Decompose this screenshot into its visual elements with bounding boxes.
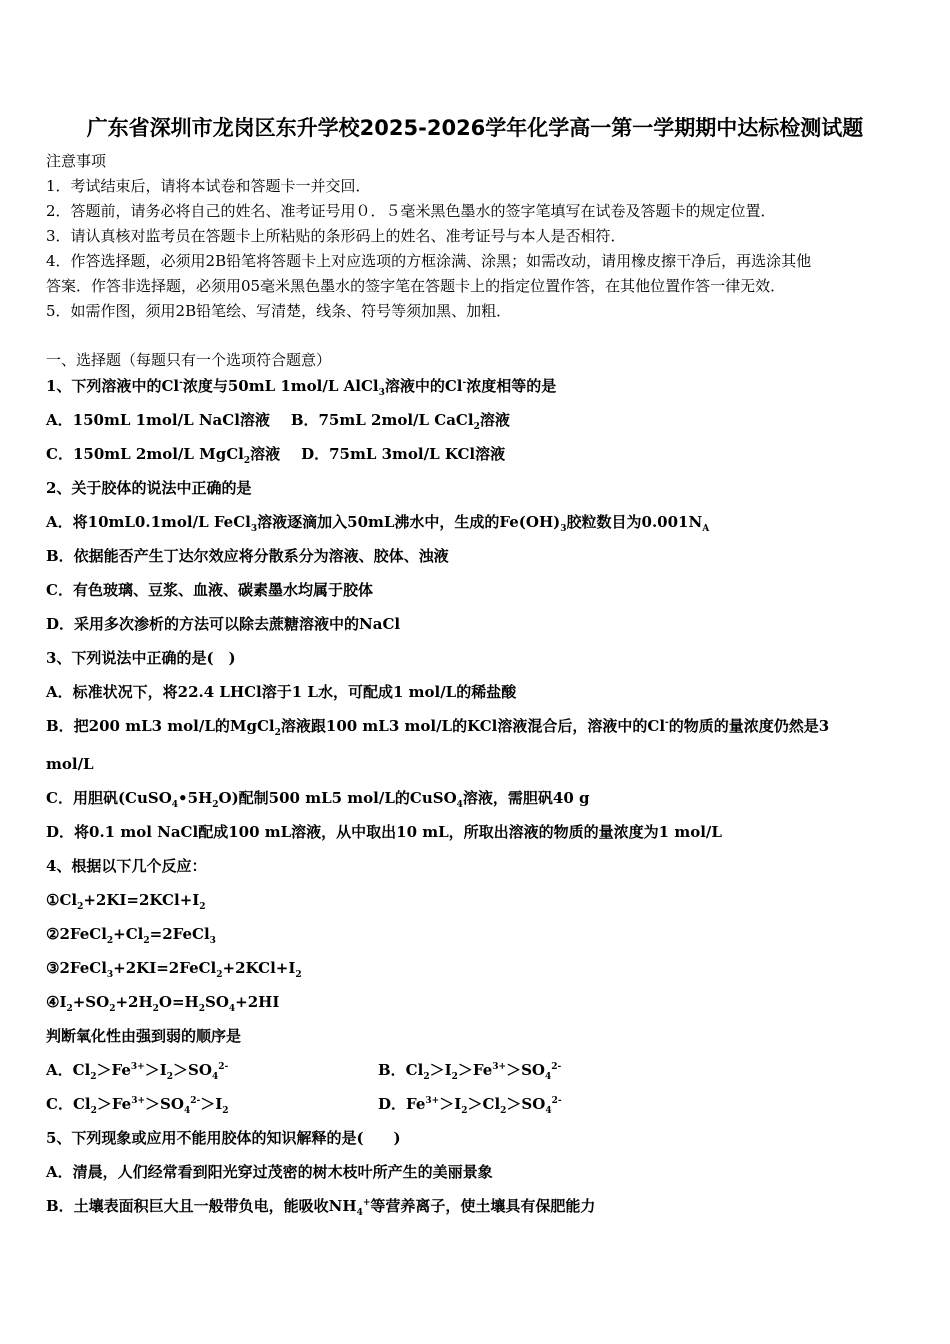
option-a: A．将10mL0.1mol/L FeCl$_3$溶液逐滴加入50mL沸水中，生成的$Fe(OH)_3$胶粒数目为$0.001N_A$ bbox=[46, 513, 710, 534]
page-title: 广东省深圳市龙岗区东升学校2025-2026学年化学高一第一学期期中达标检测试题 bbox=[86, 116, 864, 140]
option-b: B．75mL 2mol/L CaCl$_2$溶液 bbox=[290, 411, 510, 432]
notice-item: 2．答题前，请务必将自己的姓名、准考证号用０．５毫米黑色墨水的签字笔填写在试卷及答题卡的规定位置． bbox=[46, 202, 776, 220]
question-3-stem: 3、下列说法中正确的是( ) bbox=[46, 649, 236, 667]
question-1-stem: 1、下列溶液中的Cl-浓度与50mL 1mol/L AlCl$_3$溶液中的Cl-浓度相等的是 bbox=[46, 377, 557, 398]
option-b: B．把200 mL3 mol/L的MgCl$_2$溶液跟100 mL3 mol/L的KCl溶液混合后，溶液中的Cl-的物质的量浓度仍然是3 bbox=[46, 717, 830, 738]
notice-item: 5．如需作图，须用2B铅笔绘、写清楚，线条、符号等须加黑、加粗． bbox=[46, 302, 512, 320]
notice-item: 1．考试结束后，请将本试卷和答题卡一并交回． bbox=[46, 177, 371, 195]
question-4-stem: 4、根据以下几个反应： bbox=[46, 857, 207, 875]
option-a: A．150mL 1mol/L NaCl溶液 bbox=[46, 411, 270, 429]
question-1-options-cd bbox=[46, 444, 505, 464]
notice-item: 答案．作答非选择题，必须用05毫米黑色墨水的签字笔在答题卡上的指定位置作答，在其他位置作答一律无效． bbox=[46, 277, 786, 295]
reaction-4: $④I_2+SO_2+2H_2O=H_2SO_4+2HI$ bbox=[46, 993, 280, 1014]
option-c: C．$Cl_2>Fe^{3+}>SO_4^{2-}>I_2$ bbox=[46, 1095, 229, 1116]
notice-item: 4．作答选择题，必须用2B铅笔将答题卡上对应选项的方框涂满、涂黑；如需改动，请用橡皮擦干净后，再选涂其他 bbox=[46, 252, 812, 270]
option-b: B．土壤表面积巨大且一般带负电，能吸收$NH_4^+$等营养离子，使土壤具有保肥能力 bbox=[46, 1197, 596, 1218]
section-heading: 一、选择题（每题只有一个选项符合题意） bbox=[46, 351, 332, 369]
question-5-stem: 5、下列现象或应用不能用胶体的知识解释的是( ) bbox=[46, 1129, 401, 1147]
option-c: C．150mL 2mol/L MgCl$_2$溶液 bbox=[46, 445, 281, 466]
question-4-ask: 判断氧化性由强到弱的顺序是 bbox=[46, 1027, 242, 1045]
option-b: B．依据能否产生丁达尔效应将分散系分为溶液、胶体、浊液 bbox=[46, 547, 449, 565]
reaction-2: $②2FeCl_2+Cl_2=2FeCl_3$ bbox=[46, 925, 216, 946]
option-a: A．$Cl_2>Fe^{3+}>I_2>SO_4^{2-}$ bbox=[46, 1061, 229, 1082]
option-c: C．用胆矾$(CuSO_4•5H_2O)$配制500 mL5 mol/L的CuSO$_4$溶液，需胆矾40 g bbox=[46, 789, 590, 810]
notice-heading: 注意事项 bbox=[46, 152, 107, 170]
option-d: D．将0.1 mol NaCl配成100 mL溶液，从中取出10 mL，所取出溶液的物质的量浓度为1 mol/L bbox=[46, 823, 722, 841]
notice-item: 3．请认真核对监考员在答题卡上所粘贴的条形码上的姓名、准考证号与本人是否相符． bbox=[46, 227, 626, 245]
option-a: A．标准状况下，将22.4 LHCl溶于1 L水，可配成1 mol/L的稀盐酸 bbox=[46, 683, 517, 701]
option-d: D．75mL 3mol/L KCl溶液 bbox=[301, 445, 506, 463]
option-c: C．有色玻璃、豆浆、血液、碳素墨水均属于胶体 bbox=[46, 581, 373, 599]
option-d: D．采用多次渗析的方法可以除去蔗糖溶液中的NaCl bbox=[46, 615, 401, 633]
option-d: D．$Fe^{3+}>I_2>Cl_2>SO_4^{2-}$ bbox=[378, 1095, 562, 1116]
reaction-3: $③2FeCl_3+2KI=2FeCl_2+2KCl+I_2$ bbox=[46, 959, 302, 980]
reaction-1: $①Cl_2+2KI=2KCl+I_2$ bbox=[46, 891, 206, 912]
option-b-continued: mol/L bbox=[46, 755, 94, 773]
option-b: B．$Cl_2>I_2>Fe^{3+}>SO_4^{2-}$ bbox=[378, 1061, 562, 1082]
question-1-options-ab bbox=[46, 410, 510, 430]
option-a: A．清晨，人们经常看到阳光穿过茂密的树木枝叶所产生的美丽景象 bbox=[46, 1163, 493, 1181]
question-2-stem: 2、关于胶体的说法中正确的是 bbox=[46, 479, 252, 497]
